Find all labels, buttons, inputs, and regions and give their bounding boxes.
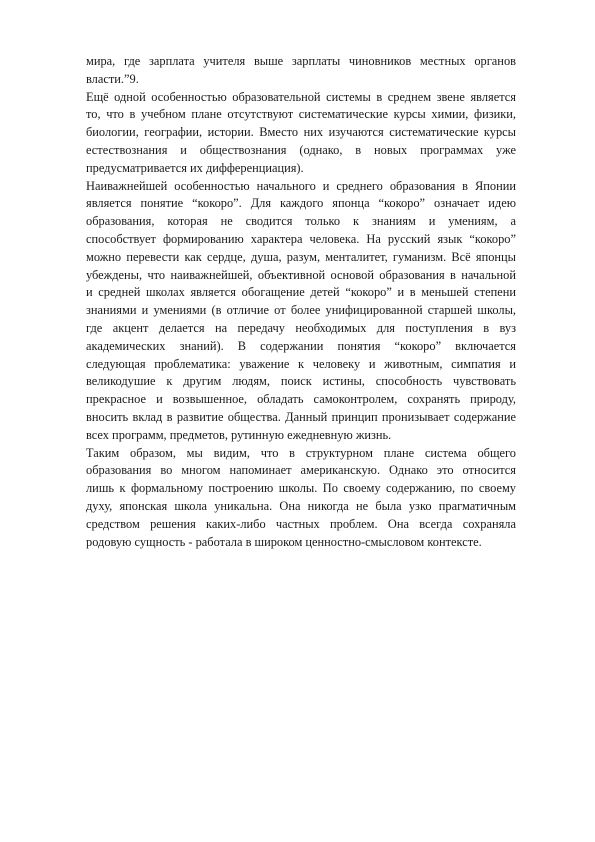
- text-line: великодушие к другим людям, поиск истины, способность чувствовать: [86, 374, 516, 389]
- text-line: следующая проблематика: уважение к человеку и животным, симпатия и: [86, 356, 516, 371]
- text-line: образования во многом напоминает американскую. Однако это относится: [86, 463, 516, 478]
- document-body: [86, 53, 516, 551]
- text-line: знаниями и умениями (в отличие от более унифицированной старшей школы,: [86, 303, 516, 318]
- paragraph-4: [86, 445, 516, 552]
- text-line: власти.”9.: [86, 71, 139, 86]
- text-line: Ещё одной особенностью образовательной системы в среднем звене является: [86, 89, 516, 104]
- text-line: прекрасное и возвышенное, обладать самоконтролем, сохранять природу,: [86, 392, 516, 407]
- text-line: и средней школах является обогащение детей “кокоро” и в меньшей степени: [86, 285, 516, 300]
- text-line: то, что в учебном плане отсутствуют систематические курсы химии, физики,: [86, 107, 516, 122]
- text-line: вносить вклад в развитие общества. Данный принцип пронизывает содержание: [86, 409, 516, 424]
- paragraph-2: [86, 89, 516, 178]
- text-line: образования, которая не сводится только к знаниям и умениям, а: [86, 214, 516, 229]
- paragraph-3: [86, 178, 516, 445]
- text-line: Таким образом, мы видим, что в структурном плане система общего: [86, 445, 516, 460]
- text-line: предусматривается их дифференциация).: [86, 160, 304, 175]
- text-line: можно перевести как сердце, душа, разум, менталитет, гуманизм. Всё японцы: [86, 249, 516, 264]
- text-line: убеждены, что наиважнейшей, объективной основой образования в начальной: [86, 267, 516, 282]
- text-line: всех программ, предметов, рутинную ежедневную жизнь.: [86, 427, 392, 442]
- text-line: духу, японская школа уникальна. Она никогда не была узко прагматичным: [86, 498, 516, 513]
- text-line: средством решения каких-либо частных проблем. Она всегда сохраняла: [86, 516, 516, 531]
- text-line: является понятие “кокоро”. Для каждого японца “кокоро” означает идею: [86, 196, 516, 211]
- text-line: способствует формированию характера человека. На русский язык “кокоро”: [86, 231, 516, 246]
- text-line: лишь к формальному построению школы. По своему содержанию, по своему: [86, 481, 516, 496]
- text-line: родовую сущность - работала в широком ценностно-смысловом контексте.: [86, 534, 482, 549]
- text-line: академических знаний). В содержании понятия “кокоро” включается: [86, 338, 516, 353]
- text-line: мира, где зарплата учителя выше зарплаты чиновников местных органов: [86, 54, 516, 68]
- text-line: Наиважнейшей особенностью начального и среднего образования в Японии: [86, 178, 516, 193]
- text-line: биологии, географии, истории. Вместо них изучаются систематические курсы: [86, 125, 516, 140]
- text-line: естествознания и обществознания (однако, в новых программах уже: [86, 142, 516, 157]
- text-line: где акцент делается на передачу необходимых для поступления в вуз: [86, 320, 516, 335]
- paragraph-1: [86, 53, 516, 89]
